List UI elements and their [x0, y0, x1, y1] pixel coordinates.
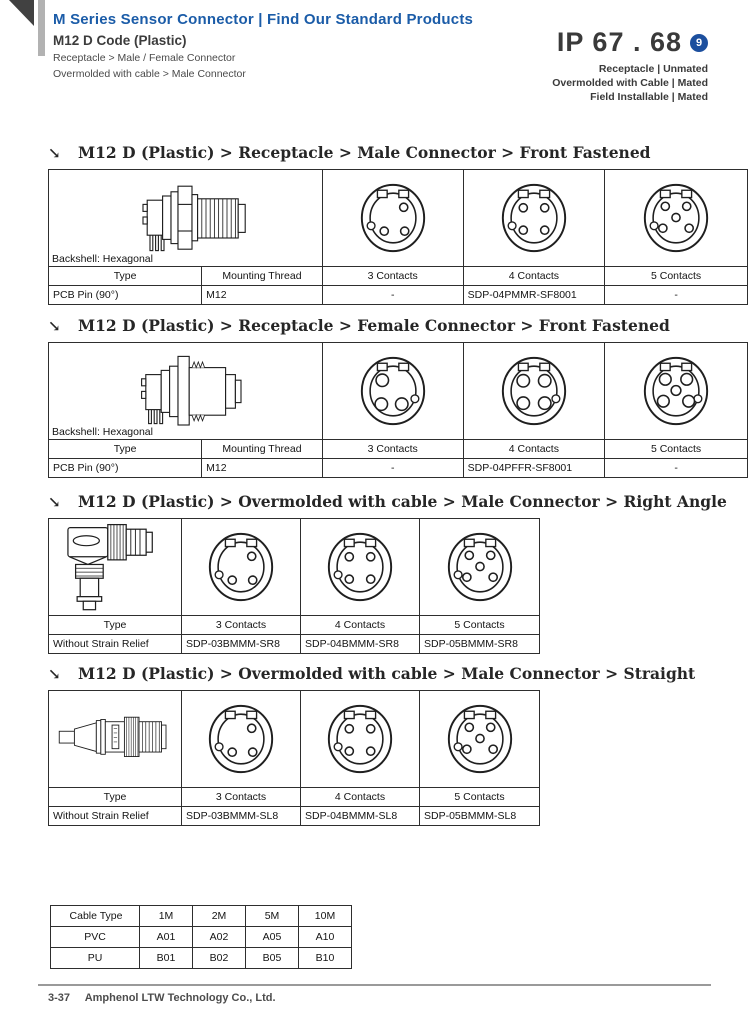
section-arrow-icon: ↘ [48, 317, 61, 335]
edge-bar [38, 0, 45, 56]
section-title: ↘ M12 D (Plastic) > Overmolded with cable > Male Connector > Right Angle [48, 492, 727, 511]
spec-table [48, 690, 540, 826]
part-number-cell: SDP-04BMMM-SL8 [301, 807, 420, 826]
table-row [51, 948, 352, 969]
table-row [49, 170, 748, 267]
page-number: 3-37 [48, 992, 71, 1004]
part-number-cell: SDP-04PMMR-SF8001 [463, 286, 605, 305]
connector-face-3-contacts-image [204, 528, 278, 606]
connector-face-5-contacts-image [443, 700, 517, 778]
page-header [53, 11, 473, 80]
product-title: M12 D Code (Plastic) [53, 33, 187, 48]
section-receptacle-male [48, 143, 748, 305]
length-code-cell: A10 [299, 927, 352, 948]
table-row [49, 807, 540, 826]
connector-face-4-contacts-image [497, 352, 571, 430]
receptacle-male-side-view-image [103, 175, 288, 259]
thread-cell: M12 [202, 459, 323, 478]
part-number-cell: SDP-05BMMM-SR8 [420, 635, 540, 654]
connector-face-5-contacts-image [639, 352, 713, 430]
type-cell: PCB Pin (90°) [49, 459, 202, 478]
part-number-cell: - [605, 459, 748, 478]
part-number-cell: SDP-05BMMM-SL8 [420, 807, 540, 826]
col-header: 4 Contacts [463, 440, 605, 459]
connector-face-3-contacts-image [204, 700, 278, 778]
col-header: Mounting Thread [202, 440, 323, 459]
ip-note: Field Installable | Mated [590, 91, 708, 103]
footer-divider [38, 984, 711, 986]
table-header-row [49, 616, 540, 635]
connector-face-3-contacts-image [356, 179, 430, 257]
col-header: 5 Contacts [605, 267, 748, 286]
table-header-row [51, 906, 352, 927]
part-number-cell: - [322, 459, 463, 478]
backshell-caption: Backshell: Hexagonal [52, 426, 153, 438]
cable-type-cell: PVC [51, 927, 140, 948]
cable-type-cell: PU [51, 948, 140, 969]
thread-cell: M12 [202, 286, 323, 305]
section-arrow-icon: ↘ [48, 493, 61, 511]
col-header: 2M [193, 906, 246, 927]
length-code-cell: A05 [246, 927, 299, 948]
section-overmolded-right-angle [48, 492, 727, 654]
connector-face-3-contacts-image [356, 352, 430, 430]
corner-print-mark [9, 0, 34, 26]
col-header: 3 Contacts [322, 267, 463, 286]
col-header: 3 Contacts [182, 788, 301, 807]
col-header: 5M [246, 906, 299, 927]
section-title: ↘ M12 D (Plastic) > Receptacle > Female Connector > Front Fastened [48, 316, 670, 335]
connector-face-4-contacts-image [323, 700, 397, 778]
company-name: Amphenol LTW Technology Co., Ltd. [84, 992, 276, 1004]
length-code-cell: B02 [193, 948, 246, 969]
col-header: Type [49, 616, 182, 635]
col-header: Type [49, 788, 182, 807]
col-header: 4 Contacts [301, 788, 420, 807]
breadcrumb: Receptacle > Male / Female Connector [53, 52, 236, 64]
col-header: 5 Contacts [420, 616, 540, 635]
table-row [51, 927, 352, 948]
length-code-cell: A01 [140, 927, 193, 948]
col-header: 5 Contacts [605, 440, 748, 459]
col-header: 10M [299, 906, 352, 927]
ip-note: Receptacle | Unmated [598, 63, 708, 75]
col-header: Mounting Thread [202, 267, 323, 286]
section-arrow-icon: ↘ [48, 665, 61, 683]
part-number-cell: SDP-03BMMM-SR8 [182, 635, 301, 654]
col-header: 4 Contacts [463, 267, 605, 286]
cable-length-table-block [50, 905, 352, 969]
ip-rating: IP 67 . 68 [556, 27, 682, 57]
section-number-badge: 9 [690, 34, 708, 52]
col-header: 1M [140, 906, 193, 927]
part-number-cell: SDP-03BMMM-SL8 [182, 807, 301, 826]
section-title: ↘ M12 D (Plastic) > Receptacle > Male Connector > Front Fastened [48, 143, 651, 162]
right-angle-cable-side-view-image [63, 520, 171, 612]
page-footer [48, 992, 276, 1004]
part-number-cell: - [605, 286, 748, 305]
table-row [49, 691, 540, 788]
col-header: 3 Contacts [322, 440, 463, 459]
col-header: 3 Contacts [182, 616, 301, 635]
col-header: 4 Contacts [301, 616, 420, 635]
length-code-cell: B10 [299, 948, 352, 969]
receptacle-female-side-view-image [103, 348, 288, 432]
section-receptacle-female [48, 316, 748, 478]
ip-note: Overmolded with Cable | Mated [552, 77, 708, 89]
section-title: ↘ M12 D (Plastic) > Overmolded with cable > Male Connector > Straight [48, 664, 696, 683]
type-cell: Without Strain Relief [49, 635, 182, 654]
type-cell: PCB Pin (90°) [49, 286, 202, 305]
section-overmolded-straight [48, 664, 695, 826]
ip-rating-block [552, 27, 708, 104]
page-title: M Series Sensor Connector | Find Our Standard Products [53, 11, 474, 28]
section-arrow-icon: ↘ [48, 144, 61, 162]
col-header: Type [49, 267, 202, 286]
part-number-cell: SDP-04BMMM-SR8 [301, 635, 420, 654]
part-number-cell: SDP-04PFFR-SF8001 [463, 459, 605, 478]
table-row [49, 635, 540, 654]
connector-face-4-contacts-image [497, 179, 571, 257]
table-header-row [49, 440, 748, 459]
col-header: Type [49, 440, 202, 459]
table-header-row [49, 267, 748, 286]
spec-table [48, 169, 748, 305]
col-header: 5 Contacts [420, 788, 540, 807]
cable-length-table [50, 905, 352, 969]
table-row [49, 343, 748, 440]
col-header: Cable Type [51, 906, 140, 927]
connector-face-4-contacts-image [323, 528, 397, 606]
length-code-cell: B05 [246, 948, 299, 969]
backshell-caption: Backshell: Hexagonal [52, 253, 153, 265]
table-row [49, 286, 748, 305]
table-header-row [49, 788, 540, 807]
connector-face-5-contacts-image [443, 528, 517, 606]
length-code-cell: A02 [193, 927, 246, 948]
length-code-cell: B01 [140, 948, 193, 969]
connector-face-5-contacts-image [639, 179, 713, 257]
table-row [49, 459, 748, 478]
type-cell: Without Strain Relief [49, 807, 182, 826]
part-number-cell: - [322, 286, 463, 305]
table-row [49, 519, 540, 616]
breadcrumb: Overmolded with cable > Male Connector [53, 68, 246, 80]
spec-table [48, 518, 540, 654]
straight-cable-side-view-image [57, 708, 175, 768]
spec-table [48, 342, 748, 478]
